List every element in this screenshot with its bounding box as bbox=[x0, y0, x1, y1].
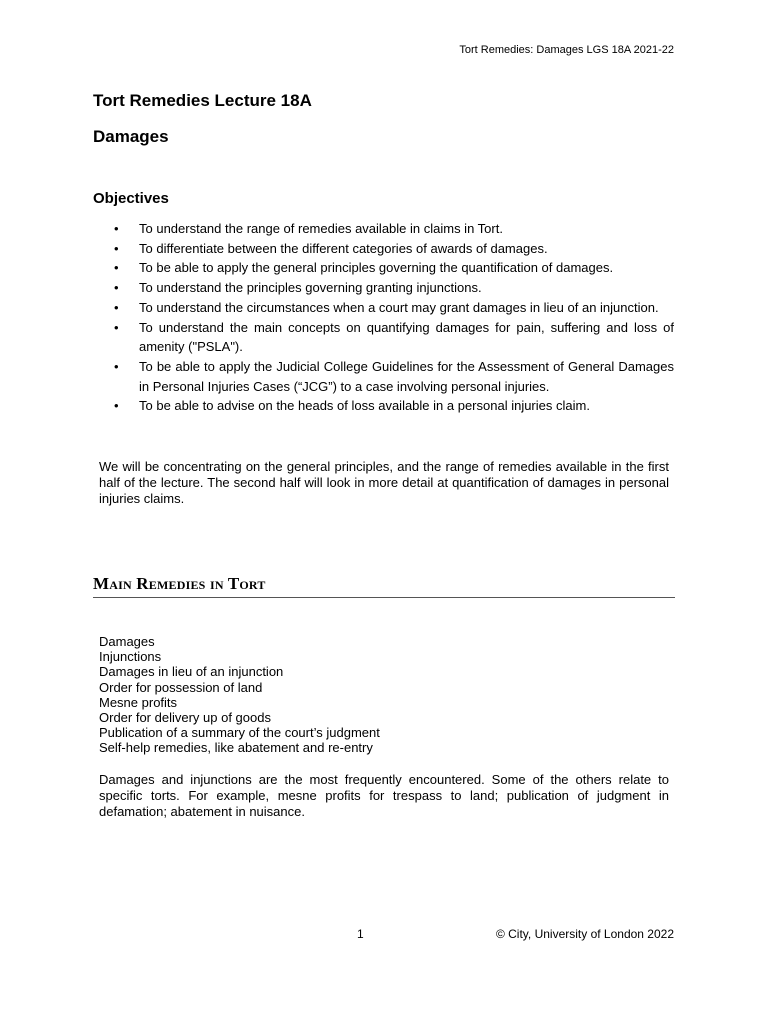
objective-item bbox=[93, 298, 674, 318]
objective-text: To differentiate between the different categories of awards of damages. bbox=[139, 240, 548, 256]
lecture-title: Tort Remedies Lecture 18A bbox=[93, 91, 312, 110]
bullet-icon: • bbox=[114, 398, 119, 414]
bullet-icon: • bbox=[114, 240, 119, 256]
remedy-item: Order for delivery up of goods bbox=[99, 710, 271, 726]
remedies-list bbox=[99, 634, 380, 756]
objective-text: To understand the range of remedies available in claims in Tort. bbox=[139, 221, 503, 236]
objective-text: To understand the principles governing granting injunctions. bbox=[139, 280, 482, 296]
section-heading-main-remedies: Main Remedies in Tort bbox=[93, 573, 675, 598]
objectives-heading: Objectives bbox=[93, 190, 169, 207]
objective-text: To understand the main concepts on quantifying damages for pain, suffering and loss of amenity ("PSLA"). bbox=[139, 319, 674, 355]
remedy-item: Damages bbox=[99, 634, 155, 649]
objective-item bbox=[93, 318, 674, 357]
bullet-icon: • bbox=[114, 260, 119, 276]
bullet-icon: • bbox=[114, 299, 119, 315]
remedy-item: Self-help remedies, like abatement and re-entry bbox=[99, 740, 373, 756]
remedy-item: Mesne profits bbox=[99, 694, 178, 710]
intro-paragraph: We will be concentrating on the general principles, and the range of remedies available in the first half of the lecture. The second half will look in more detail at quantification of damages in personal injuries claims. bbox=[99, 459, 669, 506]
lecture-subtitle: Damages bbox=[93, 127, 169, 146]
objective-item bbox=[93, 357, 674, 396]
objective-text: To be able to apply the Judicial College Guidelines for the Assessment of General Damages in Personal Injuries Cases (“JCG”) to a case involving personal injuries. bbox=[139, 358, 674, 394]
objective-item bbox=[93, 258, 674, 278]
remedy-item: Publication of a summary of the court’s judgment bbox=[99, 725, 380, 741]
objective-item bbox=[93, 239, 674, 259]
objective-item bbox=[93, 219, 674, 239]
bullet-icon: • bbox=[114, 358, 119, 374]
objective-item bbox=[93, 396, 674, 416]
remedy-item: Damages in lieu of an injunction bbox=[99, 664, 284, 680]
closing-paragraph: Damages and injunctions are the most frequently encountered. Some of the others relate to specific torts. For example, mesne profits for trespass to land; publication of judgment in defamation; abatement in nuisance. bbox=[99, 772, 669, 819]
remedy-item: Order for possession of land bbox=[99, 679, 263, 695]
bullet-icon: • bbox=[114, 319, 119, 335]
bullet-icon: • bbox=[114, 280, 119, 296]
bullet-icon: • bbox=[114, 221, 119, 236]
objective-text: To be able to advise on the heads of loss available in a personal injuries claim. bbox=[139, 398, 590, 414]
remedy-item: Injunctions bbox=[99, 649, 162, 665]
objective-text: To be able to apply the general principles governing the quantification of damages. bbox=[139, 260, 614, 276]
page-number: 1 bbox=[357, 927, 364, 941]
objective-text: To understand the circumstances when a court may grant damages in lieu of an injunction. bbox=[139, 299, 659, 315]
objectives-list bbox=[93, 219, 674, 416]
objective-item bbox=[93, 278, 674, 298]
running-header: Tort Remedies: Damages LGS 18A 2021-22 bbox=[459, 44, 674, 56]
copyright-notice: © City, University of London 2022 bbox=[495, 927, 674, 941]
